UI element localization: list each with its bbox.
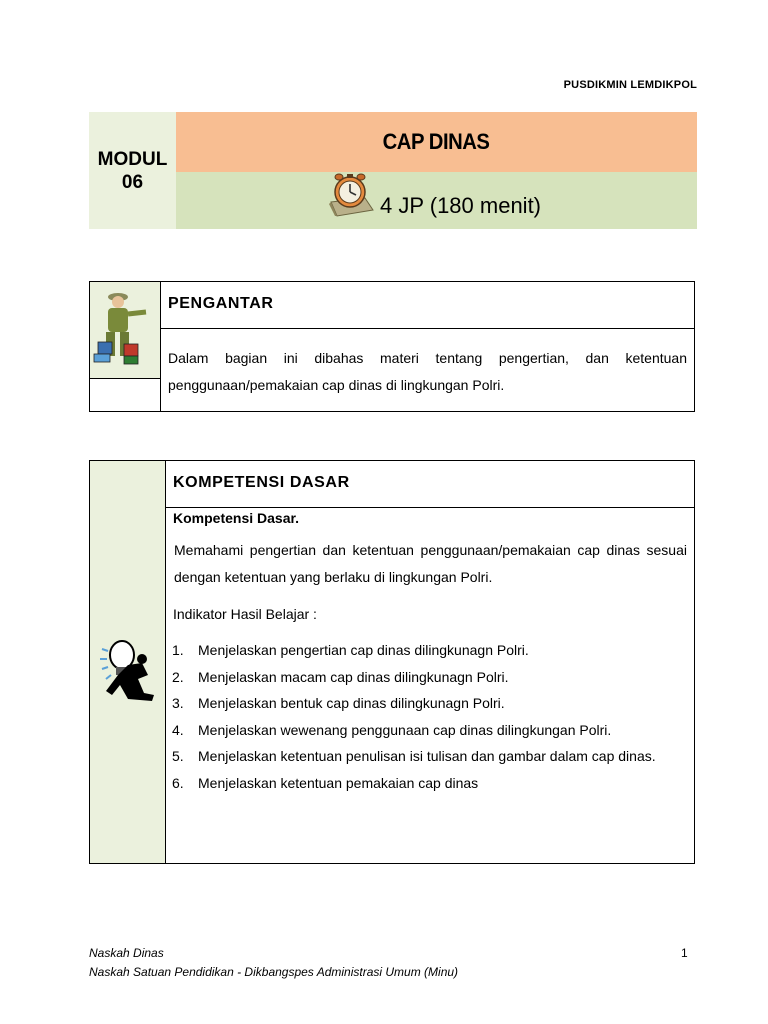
list-item — [172, 717, 687, 744]
kompetensi-subtitle: Kompetensi Dasar. — [173, 510, 300, 526]
module-number-cell — [89, 112, 176, 229]
kompetensi-text: Memahami pengertian dan ketentuan penggunaan/pemakaian cap dinas sesuai dengan ketentuan yang berlaku di lingkungan Polri. — [174, 542, 687, 585]
list-item-text: Menjelaskan pengertian cap dinas dilingkunagn Polri. — [198, 642, 529, 658]
list-item-text: Menjelaskan ketentuan penulisan isi tulisan dan gambar dalam cap dinas. — [198, 748, 656, 764]
list-item — [172, 770, 687, 797]
indicator-label: Indikator Hasil Belajar : — [173, 606, 317, 622]
explorer-figure-icon — [90, 282, 160, 378]
kompetensi-title: KOMPETENSI DASAR — [173, 474, 350, 491]
pengantar-title: PENGANTAR — [168, 295, 274, 312]
list-item-number: 3. — [172, 695, 184, 711]
module-duration: 4 JP (180 menit) — [380, 193, 542, 218]
indicator-list — [172, 637, 687, 796]
pengantar-icon-column — [90, 282, 161, 411]
kompetensi-icon-column — [90, 461, 166, 863]
list-item — [172, 743, 687, 770]
list-item-number: 4. — [172, 721, 184, 738]
list-item-number: 2. — [172, 668, 184, 685]
list-item-number: 5. — [172, 748, 184, 764]
institution-header: PUSDIKMIN LEMDIKPOL — [563, 79, 697, 91]
list-item-text: Menjelaskan ketentuan pemakaian cap dinas — [198, 774, 479, 791]
list-item — [172, 690, 687, 717]
module-label: MODUL — [97, 148, 168, 170]
pengantar-text: Dalam bagian ini dibahas materi tentang pengertian, dan ketentuan penggunaan/pemakaian cap dinas di lingkungan Polri. — [168, 350, 687, 393]
footer-line-1: Naskah Dinas — [89, 946, 164, 960]
module-title: CAP DINAS — [383, 129, 490, 154]
pengantar-header-row — [161, 282, 694, 329]
list-item — [172, 664, 687, 691]
lightbulb-figure-icon — [98, 635, 160, 707]
pengantar-section — [89, 281, 695, 412]
list-item — [172, 637, 687, 664]
kompetensi-header-row — [166, 461, 694, 508]
list-item-text: Menjelaskan bentuk cap dinas dilingkunagn Polri. — [198, 695, 505, 711]
footer-line-2: Naskah Satuan Pendidikan - Dikbangspes Administrasi Umum (Minu) — [89, 965, 459, 979]
pengantar-icon-cell — [90, 282, 160, 379]
module-number: 06 — [121, 171, 144, 193]
kompetensi-section — [89, 460, 695, 864]
clock-icon — [327, 172, 375, 218]
list-item-number: 1. — [172, 642, 184, 658]
module-title-cell — [176, 112, 697, 172]
list-item-text: Menjelaskan wewenang penggunaan cap dinas dilingkungan Polri. — [198, 721, 612, 738]
list-item-number: 6. — [172, 774, 184, 791]
page-number: 1 — [681, 946, 688, 960]
list-item-text: Menjelaskan macam cap dinas dilingkunagn Polri. — [198, 668, 509, 685]
